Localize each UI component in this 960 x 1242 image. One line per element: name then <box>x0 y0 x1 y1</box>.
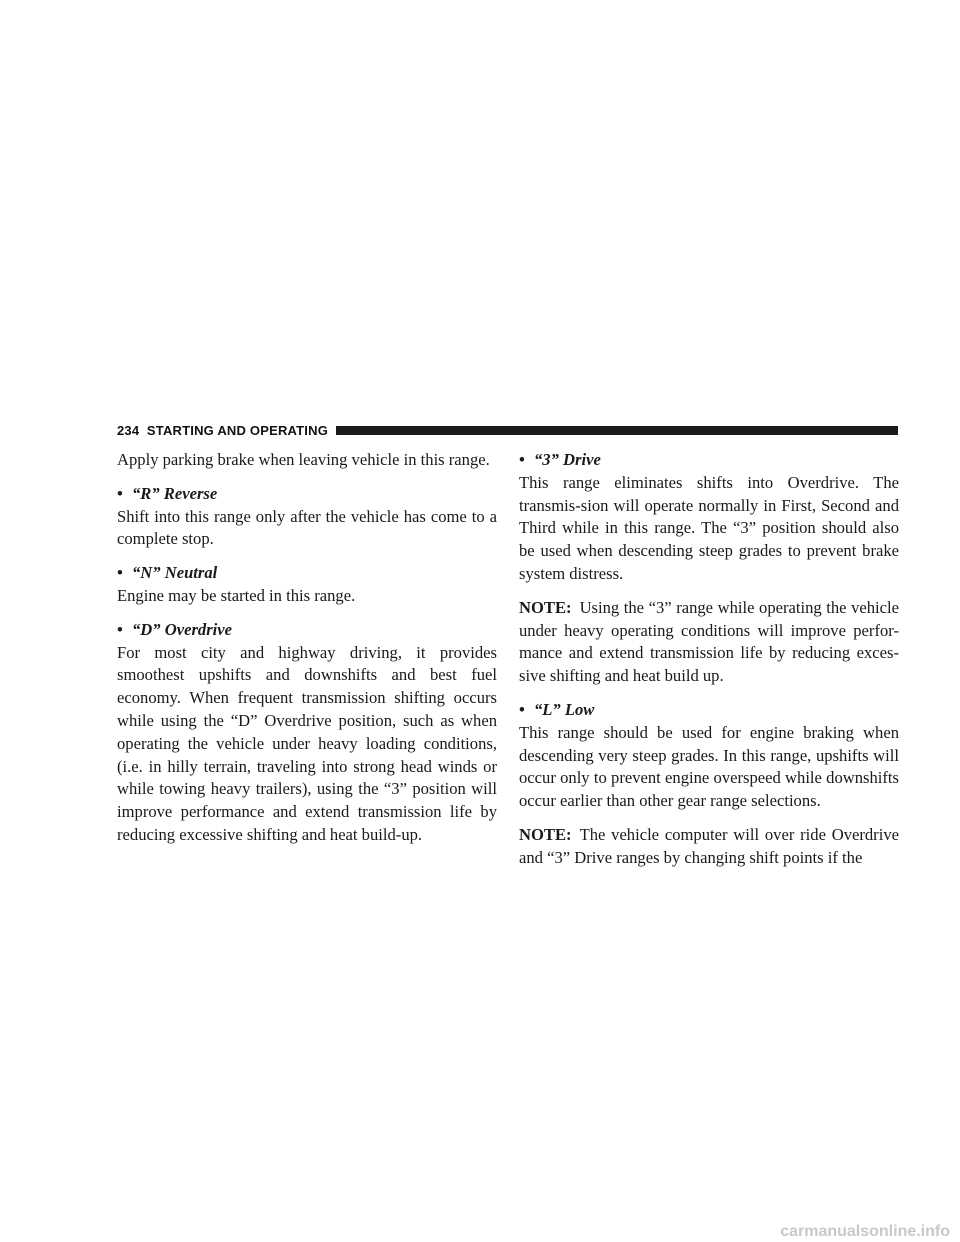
reverse-text: Shift into this range only after the vehicle has come to a complete stop. <box>117 506 497 549</box>
note-2 <box>519 824 899 870</box>
drive3-heading <box>519 449 899 472</box>
reverse-heading-text: “R” Reverse <box>132 483 218 503</box>
bullet-icon: • <box>519 450 525 469</box>
note-1 <box>519 597 899 688</box>
overdrive-heading-text: “D” Overdrive <box>132 619 232 639</box>
watermark: carmanualsonline.info <box>780 1223 950 1240</box>
low-text: This range should be used for engine braking when descending very steep grades. In this range, upshifts will occur only to prevent engine overspeed while downshifts occur earlier than other gear range selections. <box>519 722 899 811</box>
parking-brake-text: Apply parking brake when leaving vehicle in this range. <box>117 450 490 469</box>
bullet-icon: • <box>117 483 123 503</box>
bullet-icon: • <box>117 563 123 583</box>
header-rule <box>336 426 898 435</box>
overdrive-heading <box>117 619 497 642</box>
section-title: STARTING AND OPERATING <box>146 422 329 438</box>
neutral-heading <box>117 562 497 585</box>
left-column <box>117 449 497 847</box>
overdrive-text: For most city and highway driving, it provides smoothest upshifts and downshifts and best fuel economy. When frequent transmission shifting occurs while using the “D” Overdrive position, such as when operating the vehicle under heavy loading conditions, (i.e. in hilly terrain, traveling into strong head winds or while towing heavy trailers), using the “3” position will improve performance and extend transmission life by reducing excessive shifting and heat build-up. <box>117 642 497 844</box>
drive3-text: This range eliminates shifts into Overdrive. The transmis-sion will operate normally in First, Second and Third while in this range. The “3” position should also be used when descending steep grades to prevent brake system distress. <box>519 472 899 583</box>
neutral-heading-text: “N” Neutral <box>132 563 218 583</box>
note-label: NOTE: <box>519 597 572 617</box>
header-text <box>117 423 336 438</box>
bullet-icon: • <box>117 619 123 639</box>
low-heading-text: “L” Low <box>534 699 595 719</box>
note-2-text: The vehicle computer will over ride Overdrive and “3” Drive ranges by changing shift points if the <box>519 824 899 867</box>
drive3-heading-text: “3” Drive <box>534 450 601 469</box>
neutral-text: Engine may be started in this range. <box>117 585 356 605</box>
low-heading <box>519 699 899 722</box>
page-number: 234 <box>117 422 140 438</box>
note-label: NOTE: <box>519 824 572 844</box>
note-1-text: Using the “3” range while operating the vehicle under heavy operating conditions will improve perfor-mance and extend transmission life by reducing exces-sive shifting and heat build up. <box>519 597 899 686</box>
bullet-icon: • <box>519 699 525 719</box>
page-header <box>117 422 898 438</box>
reverse-heading <box>117 483 497 506</box>
right-column <box>519 449 899 870</box>
